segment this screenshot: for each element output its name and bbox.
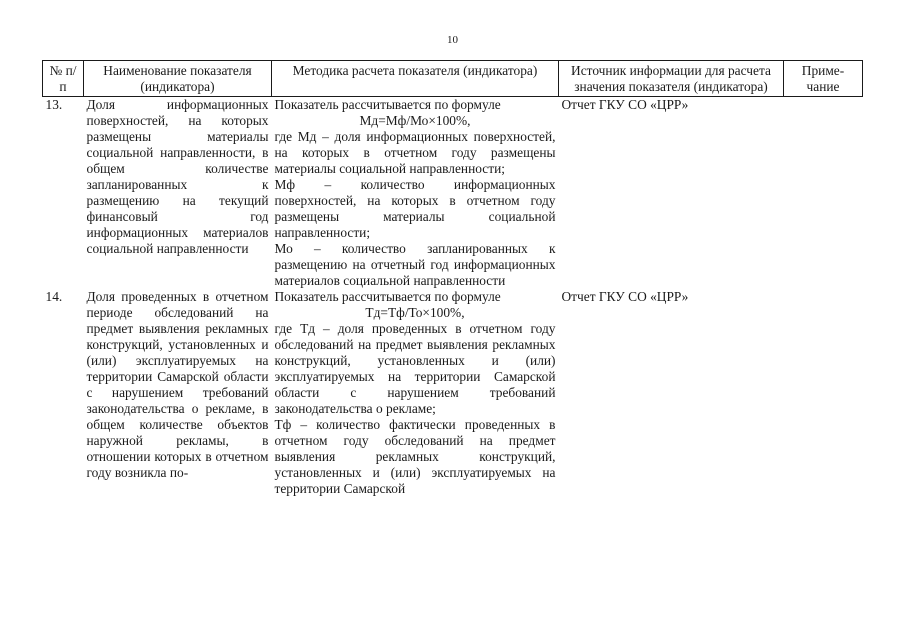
information-source: Отчет ГКУ СО «ЦРР» (561, 97, 689, 112)
indicator-name: Доля информационных поверхностей, на которых размещены материалы социальной направленности, в общем количестве запланированных к размещению на текущий финансовый год информационных материалов социальной направленности (86, 97, 269, 256)
formula: Мд=Мф/Мо×100%, (359, 113, 471, 128)
method-definition: где Тд – доля проведенных в отчетном году обследований на предмет выявления рекламных конструкций, установленных и (или) эксплуатируемых на территории Самарской области с нарушением требований законодательства о рекламе; (274, 321, 556, 416)
row-number: 14. (45, 289, 63, 304)
page-number: 10 (447, 34, 458, 46)
method-intro: Показатель рассчитывается по формуле (274, 289, 501, 304)
note-cell (784, 289, 863, 497)
method-definition: Мо – количество запланированных к размещению на отчетный год информационных материалов социальной направленности (274, 241, 556, 288)
header-indicator-name: Наименование показателя (индикатора) (84, 61, 272, 97)
information-source: Отчет ГКУ СО «ЦРР» (561, 289, 689, 304)
indicators-table (42, 60, 863, 497)
note-cell (784, 97, 863, 290)
header-information-source: Источник информации для расчета значения показателя (индикатора) (559, 61, 784, 97)
method-definition: где Мд – доля информационных поверхностей, на которых в отчетном году размещены материалы социальной направленности; (274, 129, 556, 176)
method-definition: Мф – количество информационных поверхностей, на которых в отчетном году размещены материалы социальной направленности; (274, 177, 556, 240)
header-calculation-method: Методика расчета показателя (индикатора) (272, 61, 559, 97)
method-definition: Тф – количество фактически проведенных в отчетном году обследований на предмет выявления рекламных конструкций, установленных и (или) эксплуатируемых на территории Самарской (274, 417, 556, 496)
indicator-name: Доля проведенных в отчетном периоде обследований на предмет выявления рекламных конструкций, установленных и (или) эксплуатируемых на территории Самарской области с нарушением требований законодательства о рекламе, в общем количестве объектов наружной рекламы, в отношении которых в отчетном году возникла по- (86, 289, 269, 480)
table-row (43, 97, 863, 290)
header-note: Приме-чание (784, 61, 863, 97)
row-number: 13. (45, 97, 63, 112)
header-number: № п/п (43, 61, 84, 97)
calculation-method (272, 289, 559, 497)
method-intro: Показатель рассчитывается по формуле (274, 97, 501, 112)
table-header-row (43, 61, 863, 97)
formula: Тд=Тф/То×100%, (365, 305, 465, 320)
calculation-method (272, 97, 559, 290)
table-row (43, 289, 863, 497)
